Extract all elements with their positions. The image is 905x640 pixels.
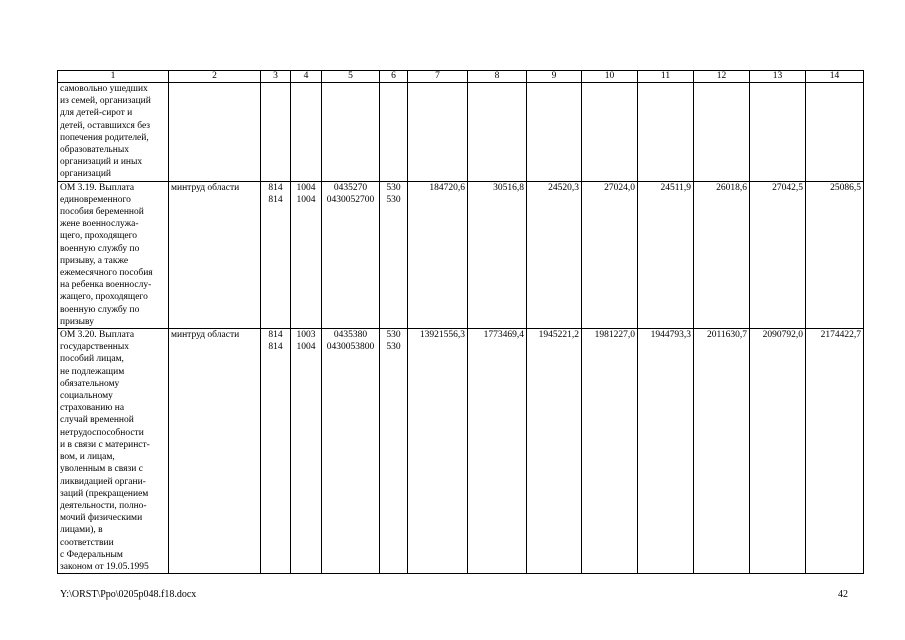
code-section-cell — [291, 329, 322, 574]
code-section: 1004 — [296, 194, 316, 205]
amount-cell — [408, 83, 468, 182]
amount-cell: 30516,8 — [468, 181, 527, 328]
row-description: самовольно ушедших из семей, организаций для детей-сирот и детей, оставшихся без попечения родителей, образовательных организаций и иных организаций — [58, 83, 169, 182]
code-gr-cell — [261, 83, 291, 182]
code-type: 530 — [386, 342, 401, 353]
code-gr: 814 — [268, 330, 283, 341]
table-row — [58, 181, 864, 328]
amount-cell — [527, 83, 582, 182]
amount-cell — [582, 83, 638, 182]
code-section: 1004 — [296, 182, 316, 193]
code-type: 530 — [386, 330, 401, 341]
code-gr-cell — [261, 181, 291, 328]
column-header: 13 — [750, 71, 806, 83]
code-target: 0435380 — [333, 330, 368, 341]
row-description: ОМ 3.20. Выплата государственных пособий лицам, не подлежащим обязательному социальному страхованию на случай временной нетрудоспособности и в связи с материнст- вом, и лицам, уволенным в связи с ликвидацией органи- заций (прекращением деятельности, полно- мочий физическими лицами), в соответствии с Федеральным законом от 19.05.1995 — [58, 329, 169, 574]
amount-cell: 13921556,3 — [408, 329, 468, 574]
code-type-cell — [380, 329, 408, 574]
amount-cell: 2174422,7 — [806, 329, 864, 574]
amount-cell: 26018,6 — [694, 181, 750, 328]
code-section-cell — [291, 83, 322, 182]
amount-cell: 27042,5 — [750, 181, 806, 328]
amount-cell: 2090792,0 — [750, 329, 806, 574]
amount-cell: 1944793,3 — [638, 329, 694, 574]
column-header: 7 — [408, 71, 468, 83]
amount-cell: 184720,6 — [408, 181, 468, 328]
table-row — [58, 329, 864, 574]
amount-cell — [638, 83, 694, 182]
row-organization: минтруд области — [169, 181, 261, 328]
code-target: 0435270 — [333, 182, 368, 193]
code-section: 1003 — [296, 330, 316, 341]
column-header: 3 — [261, 71, 291, 83]
column-header: 2 — [169, 71, 261, 83]
column-header: 11 — [638, 71, 694, 83]
code-type-cell — [380, 181, 408, 328]
budget-table — [57, 70, 864, 574]
code-target-cell — [322, 329, 380, 574]
column-header: 9 — [527, 71, 582, 83]
column-header: 12 — [694, 71, 750, 83]
amount-cell: 2011630,7 — [694, 329, 750, 574]
code-target: 0430053800 — [326, 342, 375, 353]
code-target: 0430052700 — [326, 194, 375, 205]
code-type: 530 — [386, 194, 401, 205]
amount-cell: 27024,0 — [582, 181, 638, 328]
amount-cell — [806, 83, 864, 182]
column-header: 8 — [468, 71, 527, 83]
column-header: 6 — [380, 71, 408, 83]
code-section: 1004 — [296, 342, 316, 353]
column-header: 1 — [58, 71, 169, 83]
column-header: 14 — [806, 71, 864, 83]
amount-cell — [468, 83, 527, 182]
footer-file-path: Y:\ORST\Ppo\0205p048.f18.docx — [60, 589, 197, 600]
code-target-cell — [322, 181, 380, 328]
column-header: 4 — [291, 71, 322, 83]
code-type: 530 — [386, 182, 401, 193]
code-gr: 814 — [268, 182, 283, 193]
amount-cell: 1773469,4 — [468, 329, 527, 574]
row-organization — [169, 83, 261, 182]
amount-cell — [694, 83, 750, 182]
code-gr: 814 — [268, 342, 283, 353]
column-header: 5 — [322, 71, 380, 83]
amount-cell: 24511,9 — [638, 181, 694, 328]
column-header: 10 — [582, 71, 638, 83]
table-row — [58, 83, 864, 182]
row-organization: минтруд области — [169, 329, 261, 574]
amount-cell: 25086,5 — [806, 181, 864, 328]
amount-cell — [750, 83, 806, 182]
code-gr: 814 — [268, 194, 283, 205]
amount-cell: 1945221,2 — [527, 329, 582, 574]
header-row — [58, 71, 864, 83]
code-section-cell — [291, 181, 322, 328]
code-type-cell — [380, 83, 408, 182]
row-description: ОМ 3.19. Выплата единовременного пособия беременной жене военнослужа- щего, проходящего военную службу по призыву, а также ежемесячного пособия на ребенка военнослу- жащего, проходящего военную службу по призыву — [58, 181, 169, 328]
code-target-cell — [322, 83, 380, 182]
code-gr-cell — [261, 329, 291, 574]
amount-cell: 24520,3 — [527, 181, 582, 328]
footer-page-number: 42 — [838, 589, 848, 600]
amount-cell: 1981227,0 — [582, 329, 638, 574]
